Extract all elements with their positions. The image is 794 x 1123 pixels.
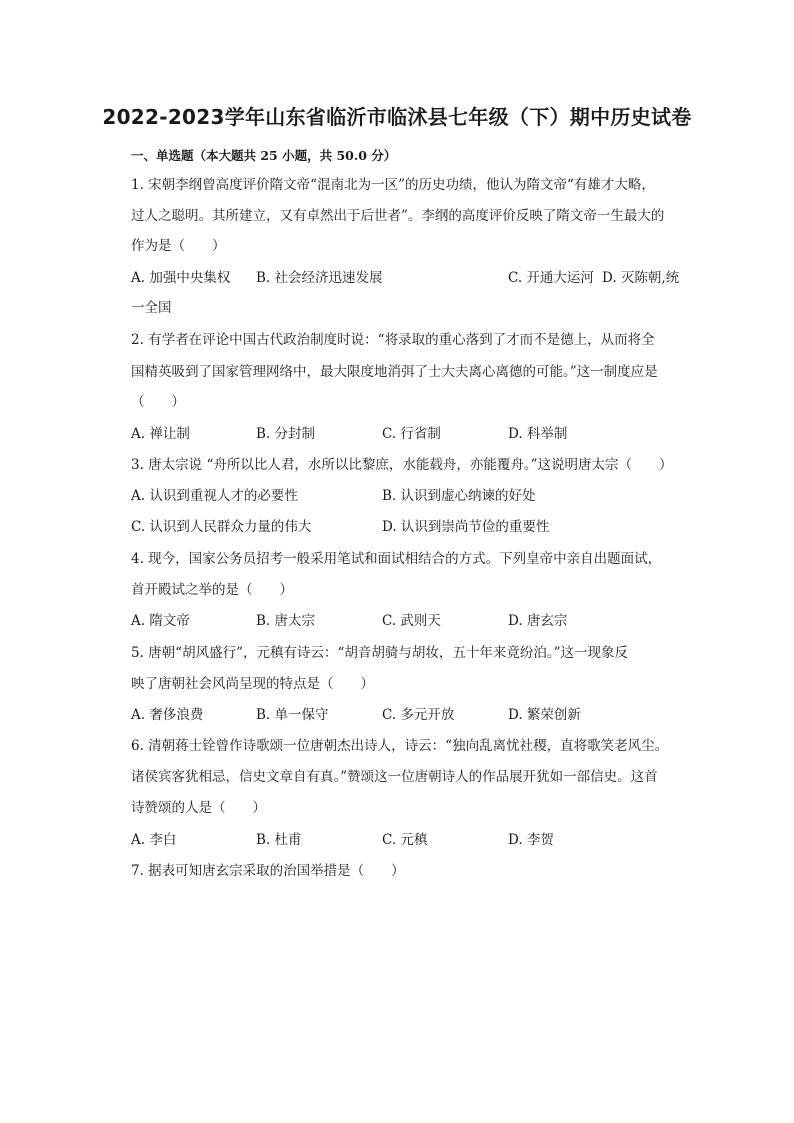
option-d: D. 科举制 — [508, 426, 568, 442]
question-text-line: 6. 清朝蒋士铨曾作诗歌颂一位唐朝杰出诗人，诗云：“独向乱离忧社稷，直将歌笑老风尘。 — [131, 738, 669, 754]
question-text-line: 诗赞颂的人是（ ） — [131, 800, 266, 816]
option-b: B. 分封制 — [256, 426, 316, 442]
option-d: D. 繁荣创新 — [508, 707, 581, 723]
question-text-line: （ ） — [131, 394, 185, 410]
question-text-line: 过人之聪明。其所建立，又有卓然出于后世者”。李纲的高度评价反映了隋文帝一生最大的 — [131, 208, 665, 224]
option-a: A. 认识到重视人才的必要性 — [131, 488, 298, 504]
option-c: C. 武则天 — [382, 613, 441, 629]
section-heading: 一、单选题（本大题共 25 小题，共 50.0 分） — [131, 148, 397, 163]
question-text-line: 诸侯宾客犹相忌，信史文章自有真。”赞颂这一位唐朝诗人的作品展开犹如一部信史。这首 — [131, 769, 658, 785]
exam-title: 2022-2023学年山东省临沂市临沭县七年级（下）期中历史试卷 — [102, 105, 692, 129]
question-text-line: 2. 有学者在评论中国古代政治制度时说：“将录取的重心落到了才而不是德上，从而将全 — [131, 332, 655, 348]
question-text-line: 1. 宋朝李纲曾高度评价隋文帝“混南北为一区”的历史功绩，他认为隋文帝“有雄才大略， — [131, 177, 655, 193]
option-d: D. 灭陈朝,统 — [602, 270, 680, 286]
option-c: C. 开通大运河 — [508, 270, 594, 286]
option-d: D. 唐玄宗 — [508, 613, 568, 629]
question-text-line: 7. 据表可知唐玄宗采取的治国举措是（ ） — [131, 863, 405, 879]
option-a: A. 隋文帝 — [131, 613, 190, 629]
option-c: C. 认识到人民群众力量的伟大 — [131, 519, 312, 535]
option-a: A. 加强中央集权 — [131, 270, 231, 286]
question-text-line: 首开殿试之举的是（ ） — [131, 582, 293, 598]
option-c: C. 元稹 — [382, 832, 428, 848]
option-b: B. 杜甫 — [256, 832, 302, 848]
question-text-line: 3. 唐太宗说 “舟所以比人君，水所以比黎庶，水能载舟，亦能覆舟。”这说明唐太宗（ ） — [131, 457, 673, 473]
option-c: C. 行省制 — [382, 426, 441, 442]
question-text-line: 映了唐朝社会风尚呈现的特点是（ ） — [131, 676, 374, 692]
option-b: B. 认识到虚心纳谏的好处 — [382, 488, 536, 504]
option-b: B. 唐太宗 — [256, 613, 316, 629]
option-d-wrap: 一全国 — [131, 300, 172, 316]
option-c: C. 多元开放 — [382, 707, 455, 723]
question-text-line: 作为是（ ） — [131, 238, 226, 254]
option-a: A. 李白 — [131, 832, 177, 848]
question-text-line: 国精英吸到了国家管理网络中，最大限度地消弭了士大夫离心离德的可能。”这一制度应是 — [131, 364, 658, 380]
question-text-line: 5. 唐朝“胡风盛行”，元稹有诗云：“胡音胡骑与胡妆，五十年来竟纷泊。”这一现象反 — [131, 645, 629, 661]
option-a: A. 禅让制 — [131, 426, 190, 442]
option-a: A. 奢侈浪费 — [131, 707, 204, 723]
option-d: D. 李贺 — [508, 832, 554, 848]
option-d: D. 认识到崇尚节俭的重要性 — [382, 519, 550, 535]
option-b: B. 社会经济迅速发展 — [256, 270, 383, 286]
option-b: B. 单一保守 — [256, 707, 329, 723]
question-text-line: 4. 现今，国家公务员招考一般采用笔试和面试相结合的方式。下列皇帝中亲自出题面试， — [131, 551, 662, 567]
